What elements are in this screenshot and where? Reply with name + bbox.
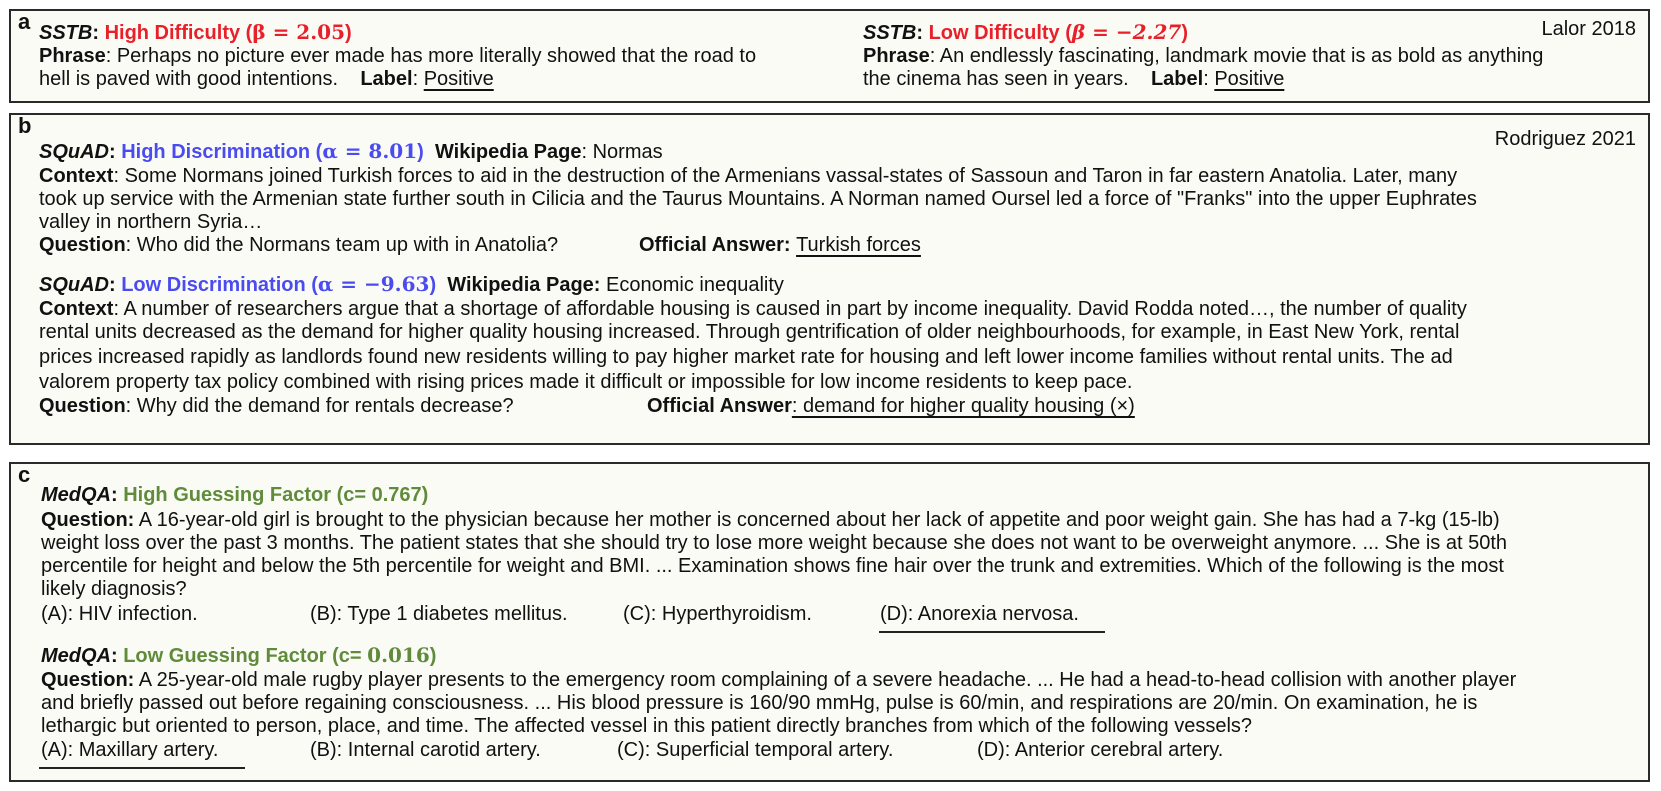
correct-answer-underline bbox=[39, 767, 245, 769]
medqa-low-question-line2: and briefly passed out before regaining consciousness. ... His blood pressure is 160/90 mmHg, pulse is 60/min, and respirations are 20/min. On examination, he is bbox=[41, 692, 1478, 714]
medqa-low-title: MedQA: Low Guessing Factor (c= 0.016) bbox=[41, 643, 437, 667]
citation: Rodriguez 2021 bbox=[1494, 128, 1636, 150]
squad-low-context-line1: Context: A number of researchers argue that a shortage of affordable housing is caused in part by income inequality. David Rodda noted…, the number of quality bbox=[39, 298, 1467, 320]
squad-high-context-line1: Context: Some Normans joined Turkish forces to aid in the destruction of the Armenians vassal-states of Sassoun and Taron in far eastern Anatolia. Later, many bbox=[39, 165, 1458, 187]
squad-high-context-line3: valley in northern Syria… bbox=[39, 211, 263, 233]
panel-a bbox=[9, 9, 1650, 103]
medqa-high-question-line4: likely diagnosis? bbox=[41, 578, 187, 600]
answer-option-b: (B): Internal carotid artery. bbox=[310, 739, 541, 761]
medqa-low-question-line1: Question: A 25-year-old male rugby player presents to the emergency room complaining of a severe headache. ... He had a head-to-head collision with another player bbox=[41, 669, 1517, 691]
citation: Lalor 2018 bbox=[1541, 18, 1636, 40]
squad-low-title: SQuAD: Low Discrimination (α = −9.63) Wikipedia Page: Economic inequality bbox=[39, 272, 784, 296]
sstb-high-phrase-line2: hell is paved with good intentions. Label: Positive bbox=[39, 68, 494, 90]
answer-option-a: (A): Maxillary artery. bbox=[41, 739, 219, 761]
medqa-high-question-line2: weight loss over the past 3 months. The patient states that she should try to lose more weight because she does not want to be overweight anymore. ... She is at 50th bbox=[41, 532, 1508, 554]
sstb-low-phrase-line2: the cinema has seen in years. Label: Positive bbox=[863, 68, 1285, 90]
answer-option-a: (A): HIV infection. bbox=[41, 603, 198, 625]
squad-high-context-line2: took up service with the Armenian state further south in Cilicia and the Taurus Mountains. A Norman named Oursel led a force of "Franks" into the upper Euphrates bbox=[39, 188, 1477, 210]
answer-option-d: (D): Anorexia nervosa. bbox=[880, 603, 1079, 625]
sstb-low-phrase-line1: Phrase: An endlessly fascinating, landmark movie that is as bold as anything bbox=[863, 45, 1544, 67]
medqa-high-question-line1: Question: A 16-year-old girl is brought to the physician because her mother is concerned about her lack of appetite and poor weight gain. She has had a 7-kg (15-lb) bbox=[41, 509, 1500, 531]
panel-b bbox=[9, 113, 1650, 445]
panel-c bbox=[9, 462, 1650, 782]
squad-low-context-line2: rental units decreased as the demand for higher quality housing increased. Through gentrification of older neighbourhoods, for example, in East New York, rental bbox=[39, 321, 1460, 343]
sstb-high-phrase-line1: Phrase: Perhaps no picture ever made has more literally showed that the road to bbox=[39, 45, 757, 67]
squad-low-question: Question: Why did the demand for rentals decrease? bbox=[39, 395, 514, 417]
label-value: Positive bbox=[423, 68, 494, 90]
medqa-high-question-line3: percentile for height and below the 5th percentile for weight and BMI. ... Examination shows fine hair over the trunk and extremities. Which of the following is the most bbox=[41, 555, 1504, 577]
squad-low-context-line4: valorem property tax policy combined with rising prices made it difficult or impossible for low income residents to keep pace. bbox=[39, 371, 1133, 393]
medqa-low-question-line3: lethargic but oriented to person, place, and time. The affected vessel in this patient directly branches from which of the following vessels? bbox=[41, 715, 1253, 737]
official-answer: : demand for higher quality housing (×) bbox=[791, 395, 1135, 417]
official-answer: Turkish forces bbox=[796, 234, 921, 256]
sstb-low-title: SSTB: Low Difficulty (β = −2.27) bbox=[863, 20, 1188, 44]
correct-answer-underline bbox=[879, 631, 1105, 633]
answer-option-b: (B): Type 1 diabetes mellitus. bbox=[310, 603, 568, 625]
medqa-high-title: MedQA: High Guessing Factor (c= 0.767) bbox=[41, 484, 429, 506]
panel-label: c bbox=[18, 462, 31, 487]
answer-option-d: (D): Anterior cerebral artery. bbox=[977, 739, 1224, 761]
sstb-high-title: SSTB: High Difficulty (β = 2.05) bbox=[39, 20, 352, 44]
panel-label: b bbox=[18, 113, 32, 138]
squad-high-question: Question: Who did the Normans team up with in Anatolia? bbox=[39, 234, 559, 256]
answer-option-c: (C): Hyperthyroidism. bbox=[623, 603, 812, 625]
squad-high-title: SQuAD: High Discrimination (α = 8.01) Wikipedia Page: Normas bbox=[39, 139, 663, 163]
label-value: Positive bbox=[1214, 68, 1285, 90]
squad-low-context-line3: prices increased rapidly as landlords found new residents willing to pay higher market rate for housing and left lower income families without rental units. The ad bbox=[39, 346, 1453, 368]
answer-option-c: (C): Superficial temporal artery. bbox=[617, 739, 894, 761]
squad-high-answer: Official Answer: Turkish forces bbox=[639, 234, 921, 256]
panel-label: a bbox=[18, 9, 31, 34]
squad-low-answer: Official Answer: demand for higher quality housing (×) bbox=[647, 395, 1135, 417]
